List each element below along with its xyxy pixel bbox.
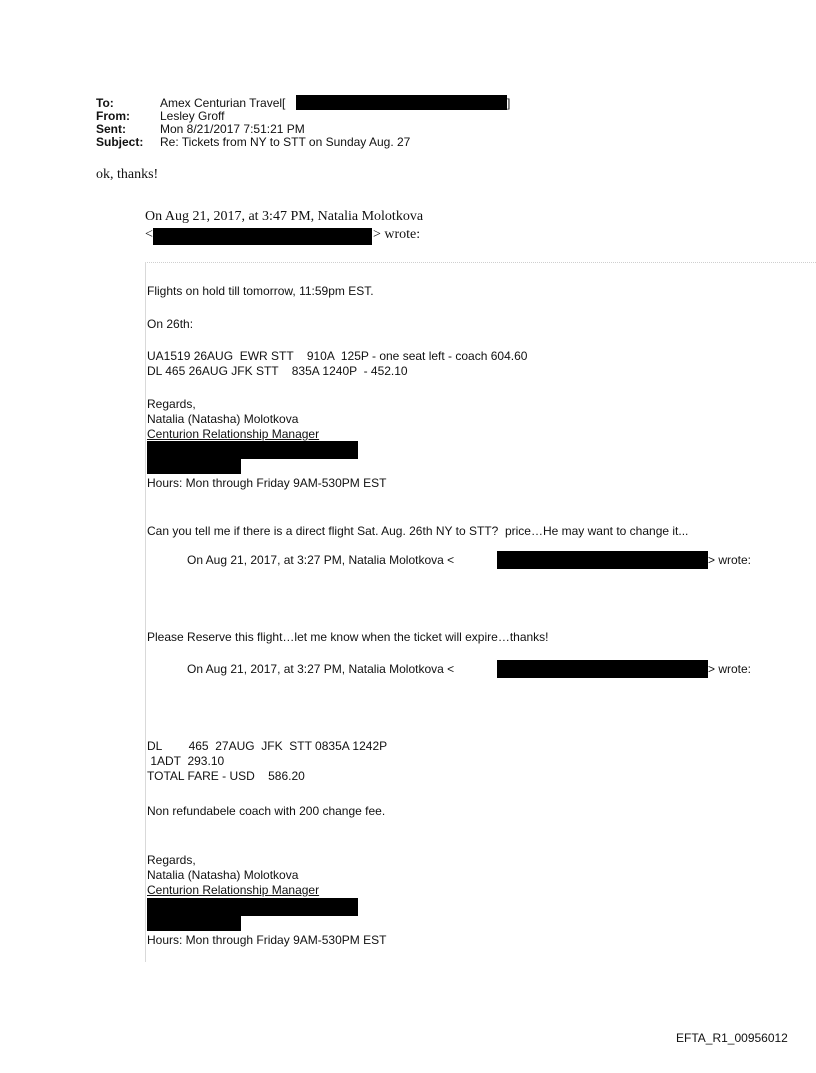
subject-value: Re: Tickets from NY to STT on Sunday Aug. 27 [160, 135, 411, 149]
quote-intro-line: On Aug 21, 2017, at 3:47 PM, Natalia Molotkova [145, 209, 424, 224]
signature-title: Centurion Relationship Manager [147, 883, 320, 897]
reply-body: ok, thanks! [96, 167, 159, 182]
hold-text: Flights on hold till tomorrow, 11:59pm EST. [147, 284, 374, 298]
from-value: Lesley Groff [160, 109, 225, 123]
redaction-block [497, 660, 708, 678]
hours-text: Hours: Mon through Friday 9AM-530PM EST [147, 933, 387, 947]
quote-wrote-2: > wrote: [708, 553, 752, 567]
signature-name: Natalia (Natasha) Molotkova [147, 412, 299, 426]
quote-intro-lt: < [145, 227, 153, 242]
redaction-block [147, 459, 241, 474]
quote-bar [145, 262, 146, 962]
on-26th-text: On 26th: [147, 317, 194, 331]
subject-label: Subject: [96, 135, 144, 149]
to-close-bracket: ] [507, 96, 511, 110]
quote-header-3: On Aug 21, 2017, at 3:27 PM, Natalia Molotkova < [187, 662, 455, 676]
redaction-block [147, 898, 358, 916]
redaction-block [147, 441, 358, 459]
reserve-text: Please Reserve this flight…let me know when the ticket will expire…thanks! [147, 630, 549, 644]
sent-value: Mon 8/21/2017 7:51:21 PM [160, 122, 305, 136]
nonrefundable-text: Non refundabele coach with 200 change fee. [147, 804, 386, 818]
hours-text: Hours: Mon through Friday 9AM-530PM EST [147, 476, 387, 490]
regards-text: Regards, [147, 853, 196, 867]
from-label: From: [96, 109, 130, 123]
question-text: Can you tell me if there is a direct flight Sat. Aug. 26th NY to STT? price…He may want to change it... [147, 524, 689, 538]
regards-text: Regards, [147, 397, 196, 411]
flight-line-2: DL 465 26AUG JFK STT 835A 1240P - 452.10 [147, 364, 408, 378]
document-id: EFTA_R1_00956012 [676, 1031, 788, 1045]
quote-divider [145, 262, 816, 264]
quote-wrote-3: > wrote: [708, 662, 752, 676]
quote-intro-wrote: > wrote: [373, 227, 421, 242]
to-value: Amex Centurian Travel[ [160, 96, 286, 110]
fare-line-1: DL 465 27AUG JFK STT 0835A 1242P [147, 739, 388, 753]
redaction-block [296, 95, 507, 110]
fare-line-2: 1ADT 293.10 [147, 754, 225, 768]
redaction-block [153, 228, 372, 245]
signature-title: Centurion Relationship Manager [147, 427, 320, 441]
signature-name: Natalia (Natasha) Molotkova [147, 868, 299, 882]
redaction-block [497, 551, 708, 569]
fare-total: TOTAL FARE - USD 586.20 [147, 769, 305, 783]
quote-header-2: On Aug 21, 2017, at 3:27 PM, Natalia Molotkova < [187, 553, 455, 567]
to-label: To: [96, 96, 114, 110]
flight-line-1: UA1519 26AUG EWR STT 910A 125P - one seat left - coach 604.60 [147, 349, 528, 363]
sent-label: Sent: [96, 122, 126, 136]
redaction-block [147, 916, 241, 931]
